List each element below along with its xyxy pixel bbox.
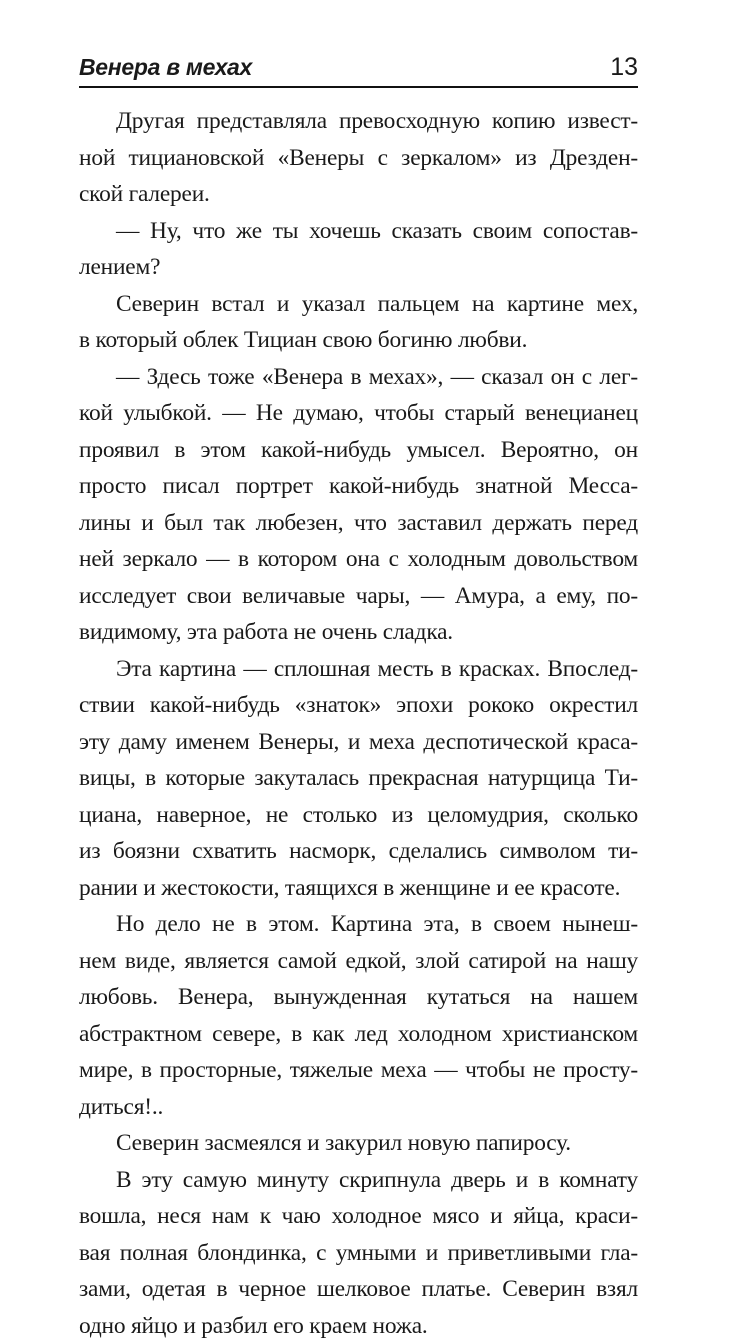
text-line: рании и жестокости, таящихся в женщине и ее красоте.	[79, 870, 638, 907]
text-line: ней зеркало — в котором она с холодным довольством	[79, 541, 638, 578]
text-line: вая полная блондинка, с умными и приветливыми гла-	[79, 1235, 638, 1272]
text-line: Северин встал и указал пальцем на картине мех,	[79, 286, 638, 323]
text-line: в который облек Тициан свою богиню любви.	[79, 322, 638, 359]
text-line: нем виде, является самой едкой, злой сатирой на нашу	[79, 943, 638, 980]
text-line: циана, наверное, не столько из целомудрия, сколько	[79, 797, 638, 834]
text-line: Но дело не в этом. Картина эта, в своем нынеш-	[79, 906, 638, 943]
paragraph	[79, 286, 638, 359]
text-line: ской галереи.	[79, 176, 638, 213]
text-line: Другая представляла превосходную копию извест-	[79, 103, 638, 140]
text-line: В эту самую минуту скрипнула дверь и в комнату	[79, 1162, 638, 1199]
text-line: видимому, эта работа не очень сладка.	[79, 614, 638, 651]
page-header	[79, 50, 638, 88]
text-line: зами, одетая в черное шелковое платье. Северин взял	[79, 1271, 638, 1308]
paragraph	[79, 1162, 638, 1344]
text-line: лины и был так любезен, что заставил держать перед	[79, 505, 638, 542]
text-line: просто писал портрет какой-нибудь знатной Месса-	[79, 468, 638, 505]
page-number: 13	[610, 53, 638, 82]
text-line: из боязни схватить насморк, сделались символом ти-	[79, 833, 638, 870]
text-line: одно яйцо и разбил его краем ножа.	[79, 1308, 638, 1344]
text-line: Эта картина — сплошная месть в красках. Впослед-	[79, 651, 638, 688]
paragraph	[79, 1125, 638, 1162]
paragraph	[79, 651, 638, 907]
text-line: Северин засмеялся и закурил новую папиросу.	[79, 1125, 638, 1162]
paragraph	[79, 213, 638, 286]
text-line: — Ну, что же ты хочешь сказать своим сопостав-	[79, 213, 638, 250]
body-text	[79, 103, 638, 1344]
text-line: эту даму именем Венеры, и меха деспотической краса-	[79, 724, 638, 761]
text-line: вошла, неся нам к чаю холодное мясо и яйца, краси-	[79, 1198, 638, 1235]
text-line: мире, в просторные, тяжелые меха — чтобы не просту-	[79, 1052, 638, 1089]
text-line: лением?	[79, 249, 638, 286]
paragraph	[79, 906, 638, 1125]
text-line: вицы, в которые закуталась прекрасная натурщица Ти-	[79, 760, 638, 797]
text-line: ствии какой-нибудь «знаток» эпохи рококо окрестил	[79, 687, 638, 724]
paragraph	[79, 103, 638, 213]
text-line: — Здесь тоже «Венера в мехах», — сказал он с лег-	[79, 359, 638, 396]
running-title: Венера в мехах	[79, 54, 252, 81]
text-line: диться!..	[79, 1089, 638, 1126]
text-line: исследует свои величавые чары, — Амура, а ему, по-	[79, 578, 638, 615]
text-line: проявил в этом какой-нибудь умысел. Вероятно, он	[79, 432, 638, 469]
text-line: любовь. Венера, вынужденная кутаться на нашем	[79, 979, 638, 1016]
text-line: абстрактном севере, в как лед холодном христианском	[79, 1016, 638, 1053]
paragraph	[79, 359, 638, 651]
text-line: ной тициановской «Венеры с зеркалом» из Дрезден-	[79, 140, 638, 177]
text-line: кой улыбкой. — Не думаю, чтобы старый венецианец	[79, 395, 638, 432]
